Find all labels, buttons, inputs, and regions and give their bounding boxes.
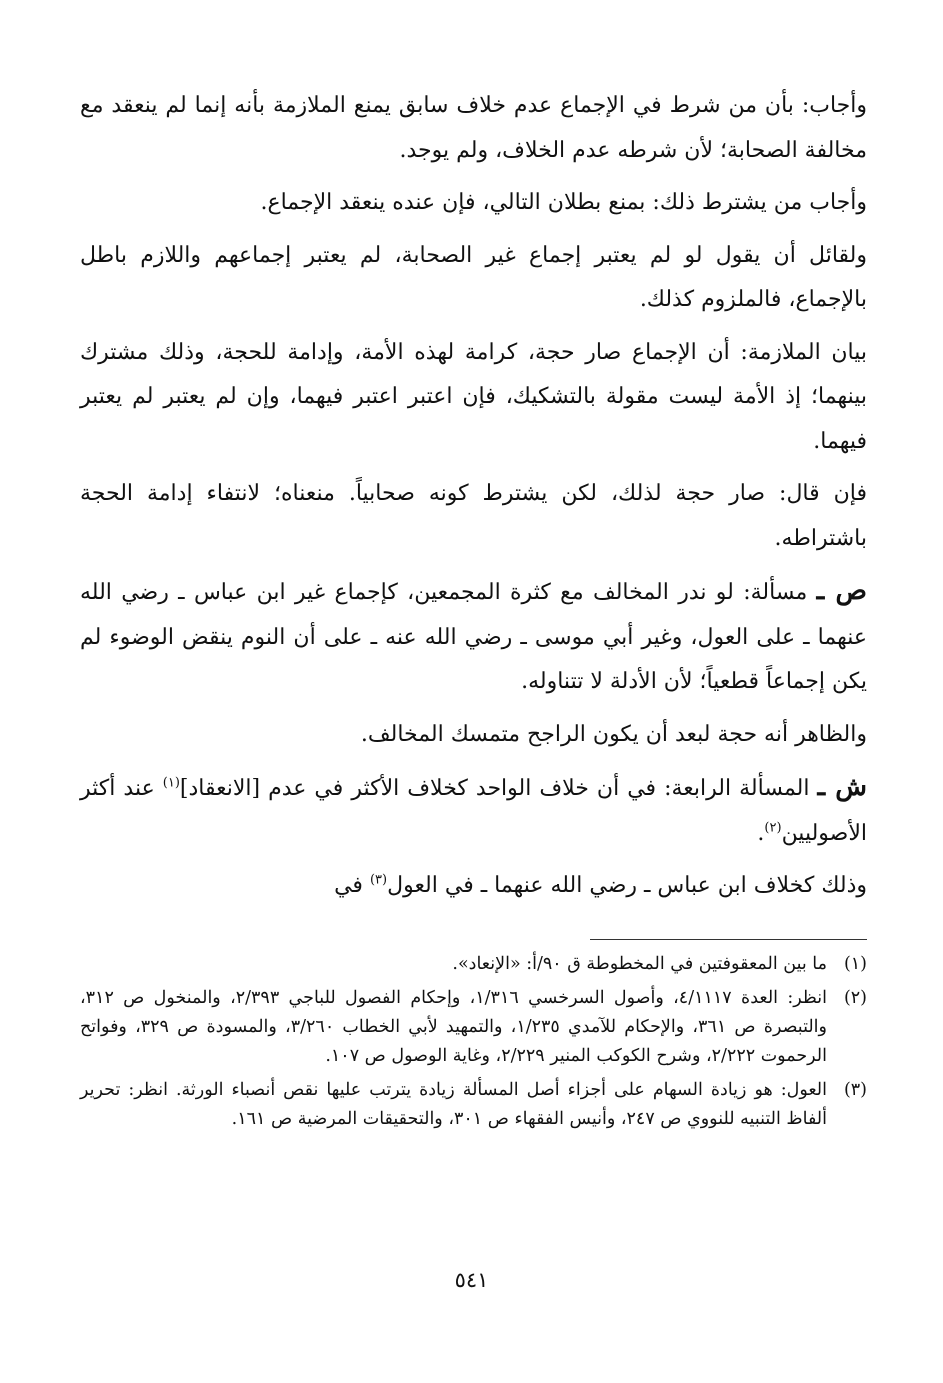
footnote-divider: [590, 939, 867, 940]
paragraph-text: فإن قال: صار حجة لذلك، لكن يشترط كونه صحابياً. منعناه؛ لانتفاء إدامة الحجة باشتراطه.: [80, 481, 867, 551]
paragraph-text: وأجاب من يشترط ذلك: بمنع بطلان التالي، فإن عنده ينعقد الإجماع.: [260, 190, 867, 215]
footnote-ref: (١): [162, 775, 180, 791]
paragraph-text: بيان الملازمة: أن الإجماع صار حجة، كرامة لهذه الأمة، وإدامة للحجة، وذلك مشترك بينهما؛ إذ الأمة ليست مقولة بالتشكيك، فإن اعتبر اعتبر فيهما، وإن لم يعتبر لم يعتبر فيهما.: [80, 339, 867, 454]
paragraph: [80, 765, 867, 856]
paragraph-text: وأجاب: بأن من شرط في الإجماع عدم خلاف سابق يمنع الملازمة بأنه إنما لم ينعقد مع مخالفة الصحابة؛ لأن شرطه عدم الخلاف، ولم يوجد.: [80, 93, 867, 163]
footnote: [80, 984, 867, 1071]
footnote-number: (٣): [843, 1079, 867, 1100]
paragraph-text: وذلك كخلاف ابن عباس ـ رضي الله عنهما ـ في العول: [387, 873, 867, 898]
footnote-text: انظر: العدة ٤/١١١٧، وأصول السرخسي ١/٣١٦، وإحكام الفصول للباجي ٢/٣٩٣، والمنخول ص ٣١٢، والتبصرة ص ٣٦١، والإحكام للآمدي ١/٢٣٥، والتمهيد لأبي الخطاب ٣/٢٦٠، والمسودة ص ٣٢٩، وفواتح الرحموت ٢/٢٢٢، وشرح الكوكب المنير ٢/٢٢٩، وغاية الوصول ص ١٠٧.: [80, 987, 827, 1066]
paragraph-text: والظاهر أنه حجة لبعد أن يكون الراجح متمسك المخالف.: [360, 721, 867, 747]
paragraph: [80, 569, 867, 705]
text-marker: ص ـ: [816, 576, 867, 606]
paragraph-text: مسألة: لو ندر المخالف مع كثرة المجمعين، كإجماع غير ابن عباس ـ رضي الله عنهما ـ على العول، وغير أبي موسى ـ رضي الله عنه ـ على أن النوم ينقض الوضوء لم يكن إجماعاً قطعياً؛ لأن الأدلة لا تتناوله.: [80, 580, 867, 694]
footnote-text: ما بين المعقوفتين في المخطوطة ق ٩٠/أ: «الإنعاد».: [452, 953, 827, 974]
paragraph: [80, 84, 867, 173]
footnote-number: (١): [843, 953, 867, 974]
paragraph-text: عند أكثر الأصوليين: [80, 776, 867, 846]
paragraph: [80, 713, 867, 758]
footnote-text: العول: هو زيادة السهام على أجزاء أصل المسألة زيادة يترتب عليها نقص أنصباء الورثة. انظر: تحرير ألفاظ التنبيه للنووي ص ٢٤٧، وأنيس الفقهاء ص ٣٠١، والتحقيقات المرضية ص ١٦١.: [80, 1079, 827, 1129]
paragraph: [80, 472, 867, 561]
paragraph-text: ولقائل أن يقول لو لم يعتبر إجماع غير الصحابة، لم يعتبر إجماعهم واللازم باطل بالإجماع، فالملزوم كذلك.: [80, 242, 867, 312]
page-number: ٥٤١: [454, 1268, 489, 1292]
paragraph-text: .: [757, 820, 765, 846]
paragraph-text: المسألة الرابعة: في أن خلاف الواحد كخلاف الأكثر في عدم [الانعقاد]: [179, 776, 810, 801]
paragraph: [80, 331, 867, 465]
paragraph: [80, 234, 867, 323]
main-text: [80, 84, 867, 909]
paragraph: [80, 181, 867, 226]
paragraph: [80, 864, 867, 909]
footnote-ref: (٢): [764, 820, 782, 836]
commentary-marker: ش ـ: [817, 772, 867, 802]
book-page: [80, 84, 867, 1304]
footnote: [80, 1076, 867, 1134]
footnote-ref: (٣): [369, 872, 388, 888]
paragraph-text: في: [334, 873, 370, 898]
footnotes: [80, 950, 867, 1134]
footnote: [80, 950, 867, 979]
footnote-number: (٢): [843, 987, 867, 1008]
